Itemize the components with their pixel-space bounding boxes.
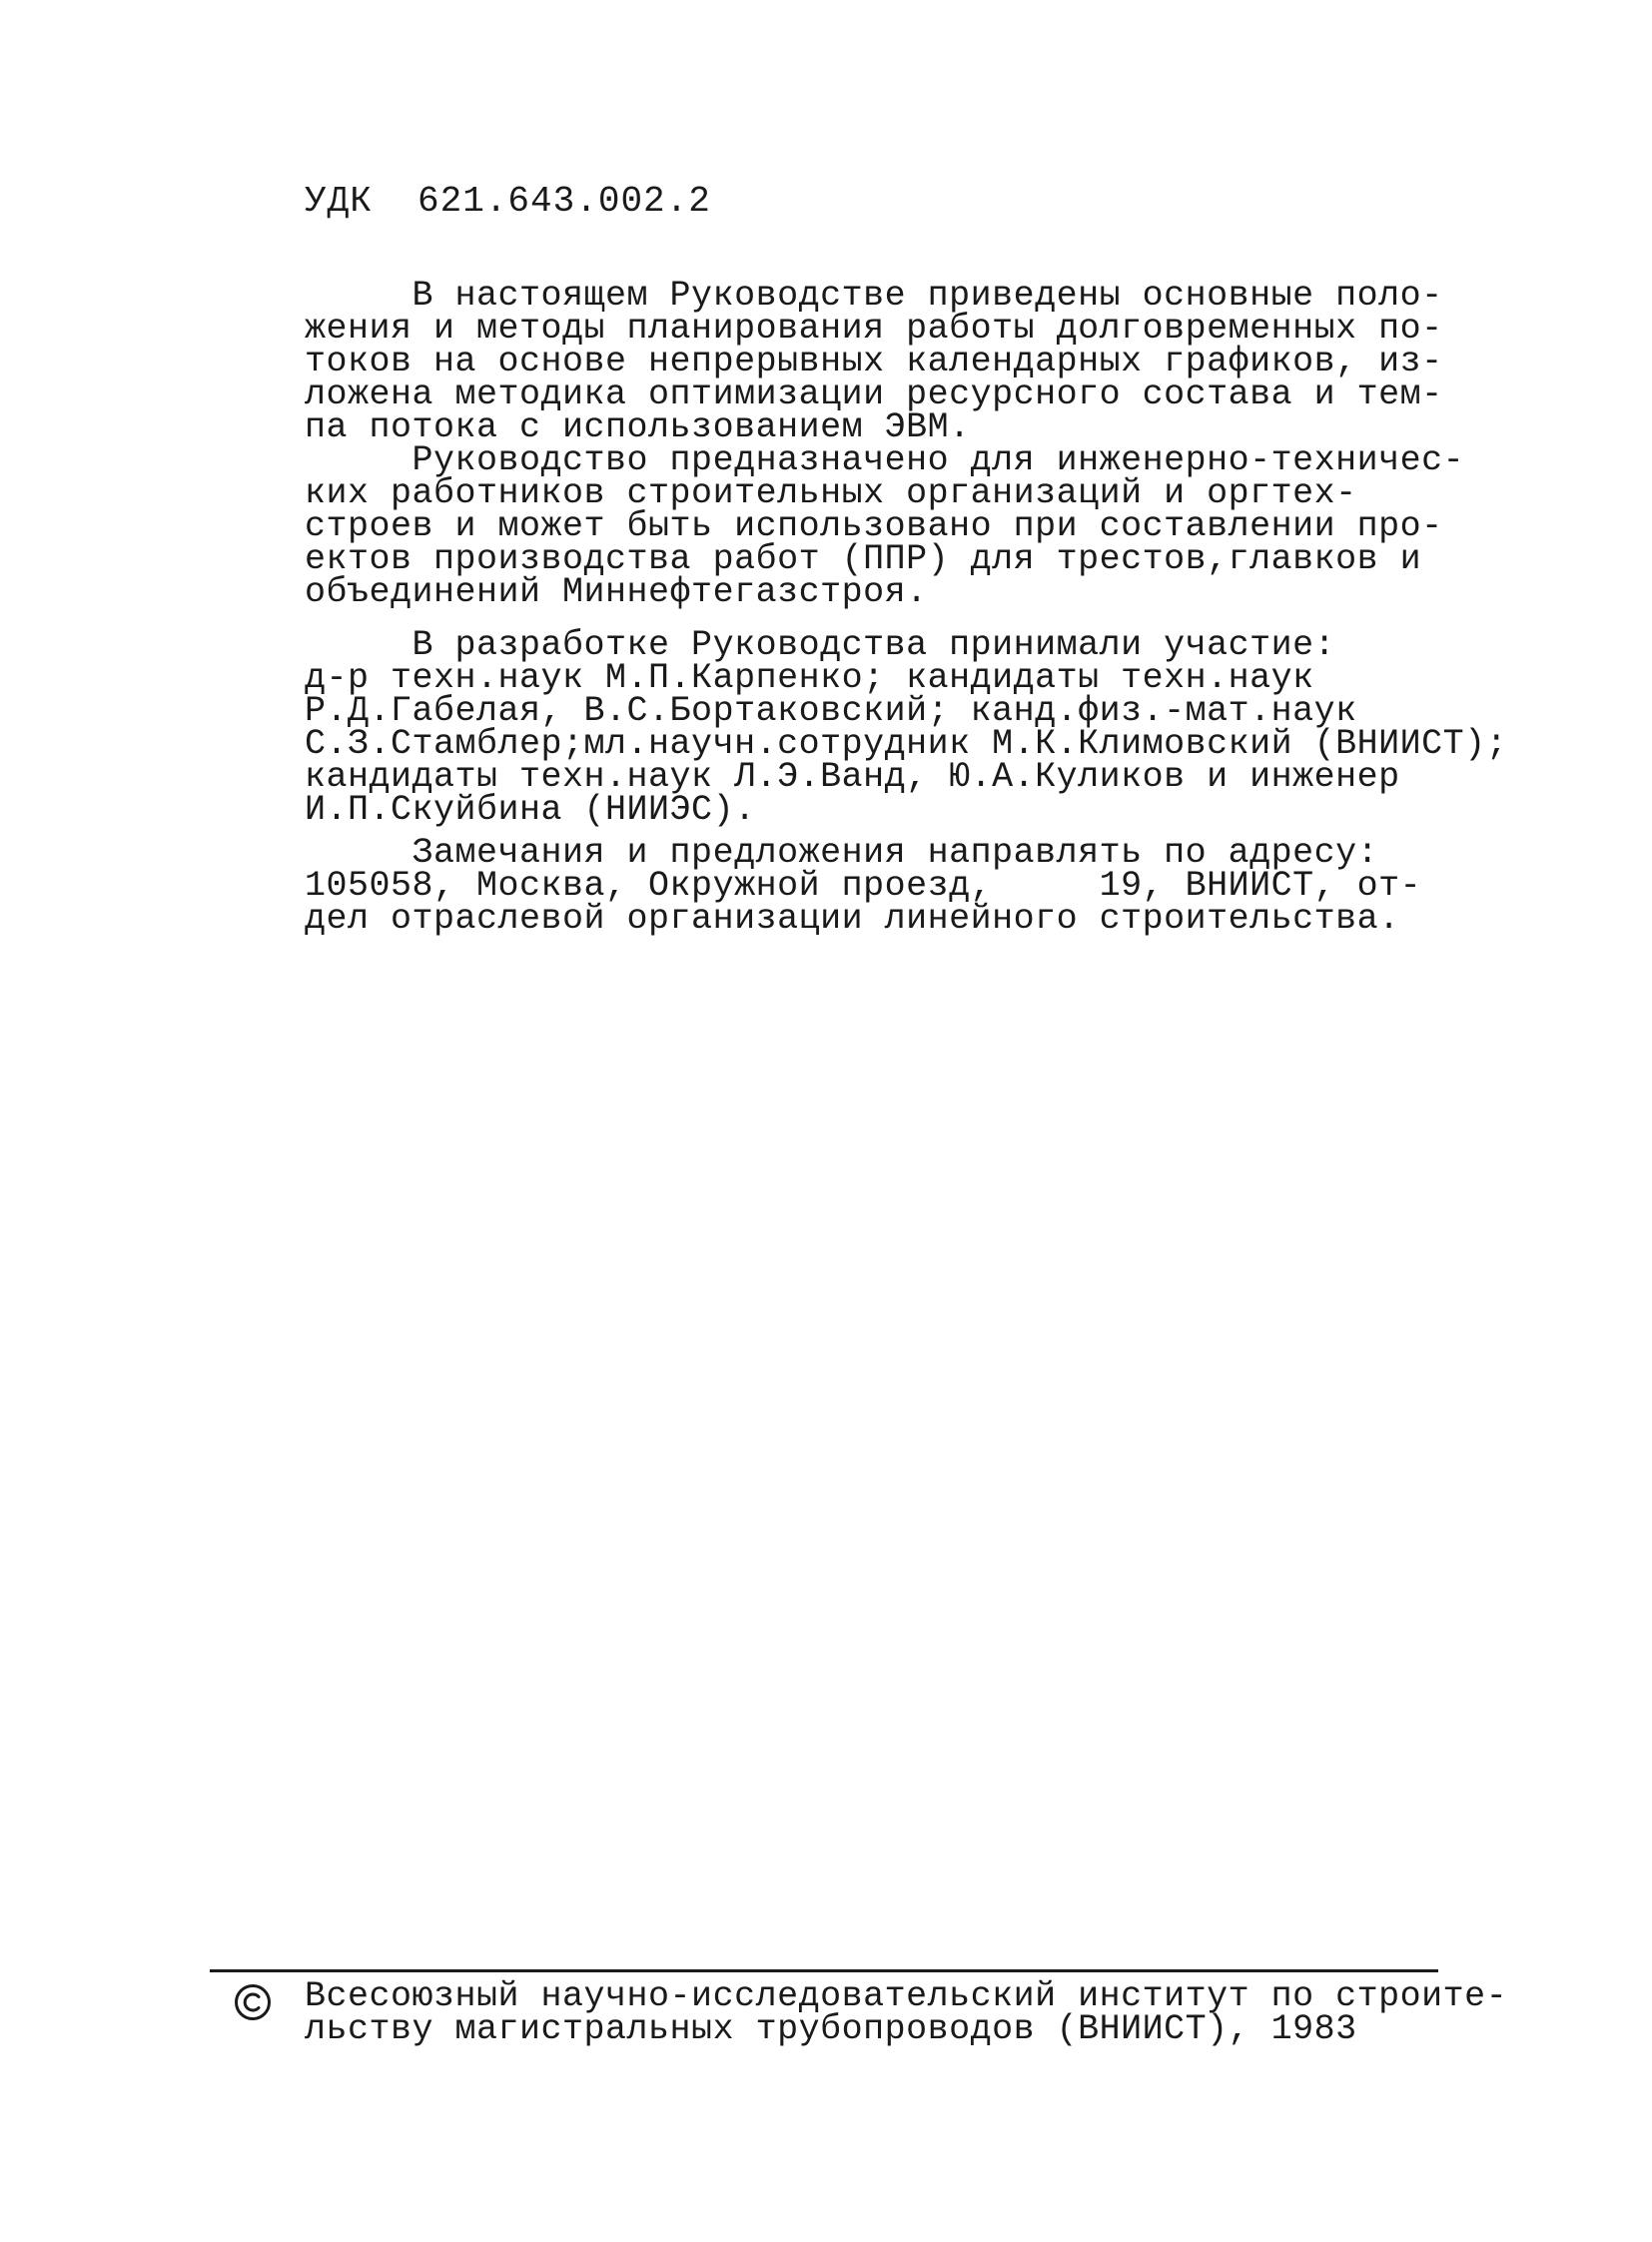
text-line: ложена методика оптимизации ресурсного состава и тем-	[305, 374, 1443, 414]
text-line: строев и может быть использовано при составлении про-	[305, 506, 1443, 546]
paragraph-summary	[305, 276, 1443, 447]
text-line: Всесоюзный научно-исследовательский институт по строите-	[305, 1976, 1508, 2016]
text-line: Замечания и предложения направлять по адресу:	[305, 833, 1379, 873]
text-line: Р.Д.Габелая, В.С.Бортаковский; канд.физ.-мат.наук	[305, 691, 1357, 731]
text-line: И.П.Скуйбина (НИИЭС).	[305, 790, 756, 830]
text-line: льству магистральных трубопроводов (ВНИИСТ), 1983	[305, 2009, 1357, 2049]
text-line: д-р техн.наук М.П.Карпенко; кандидаты техн.наук	[305, 658, 1314, 698]
footer-divider	[210, 1969, 1438, 1972]
text-line: объединений Миннефтегазстроя.	[305, 572, 928, 612]
text-line: 105058, Москва, Окружной проезд, 19, ВНИИСТ, от-	[305, 866, 1422, 906]
text-line: Руководство предназначено для инженерно-техничес-	[305, 440, 1465, 480]
text-line: ектов производства работ (ППР) для трестов,главков и	[305, 539, 1422, 579]
text-line: дел отраслевой организации линейного строительства.	[305, 899, 1400, 939]
text-line: кандидаты техн.наук Л.Э.Ванд, Ю.А.Куликов и инженер	[305, 757, 1400, 797]
paragraph-audience	[305, 440, 1465, 612]
text-line: токов на основе непрерывных календарных графиков, из-	[305, 342, 1443, 381]
text-line: С.З.Стамблер;мл.научн.сотрудник М.К.Климовский (ВНИИСТ);	[305, 724, 1508, 764]
paragraph-authors	[305, 625, 1508, 830]
text-line: В настоящем Руководстве приведены основные поло-	[305, 276, 1443, 316]
udk-code: УДК 621.643.002.2	[305, 181, 711, 222]
paragraph-contact	[305, 833, 1422, 939]
copyright-notice	[305, 1976, 1508, 2049]
text-line: В разработке Руководства принимали участие:	[305, 625, 1336, 665]
text-line: ких работников строительных организаций и оргтех-	[305, 473, 1357, 513]
text-line: па потока с использованием ЭВМ.	[305, 407, 971, 447]
text-line: жения и методы планирования работы долговременных по-	[305, 309, 1443, 349]
copyright-icon	[234, 1983, 272, 2021]
